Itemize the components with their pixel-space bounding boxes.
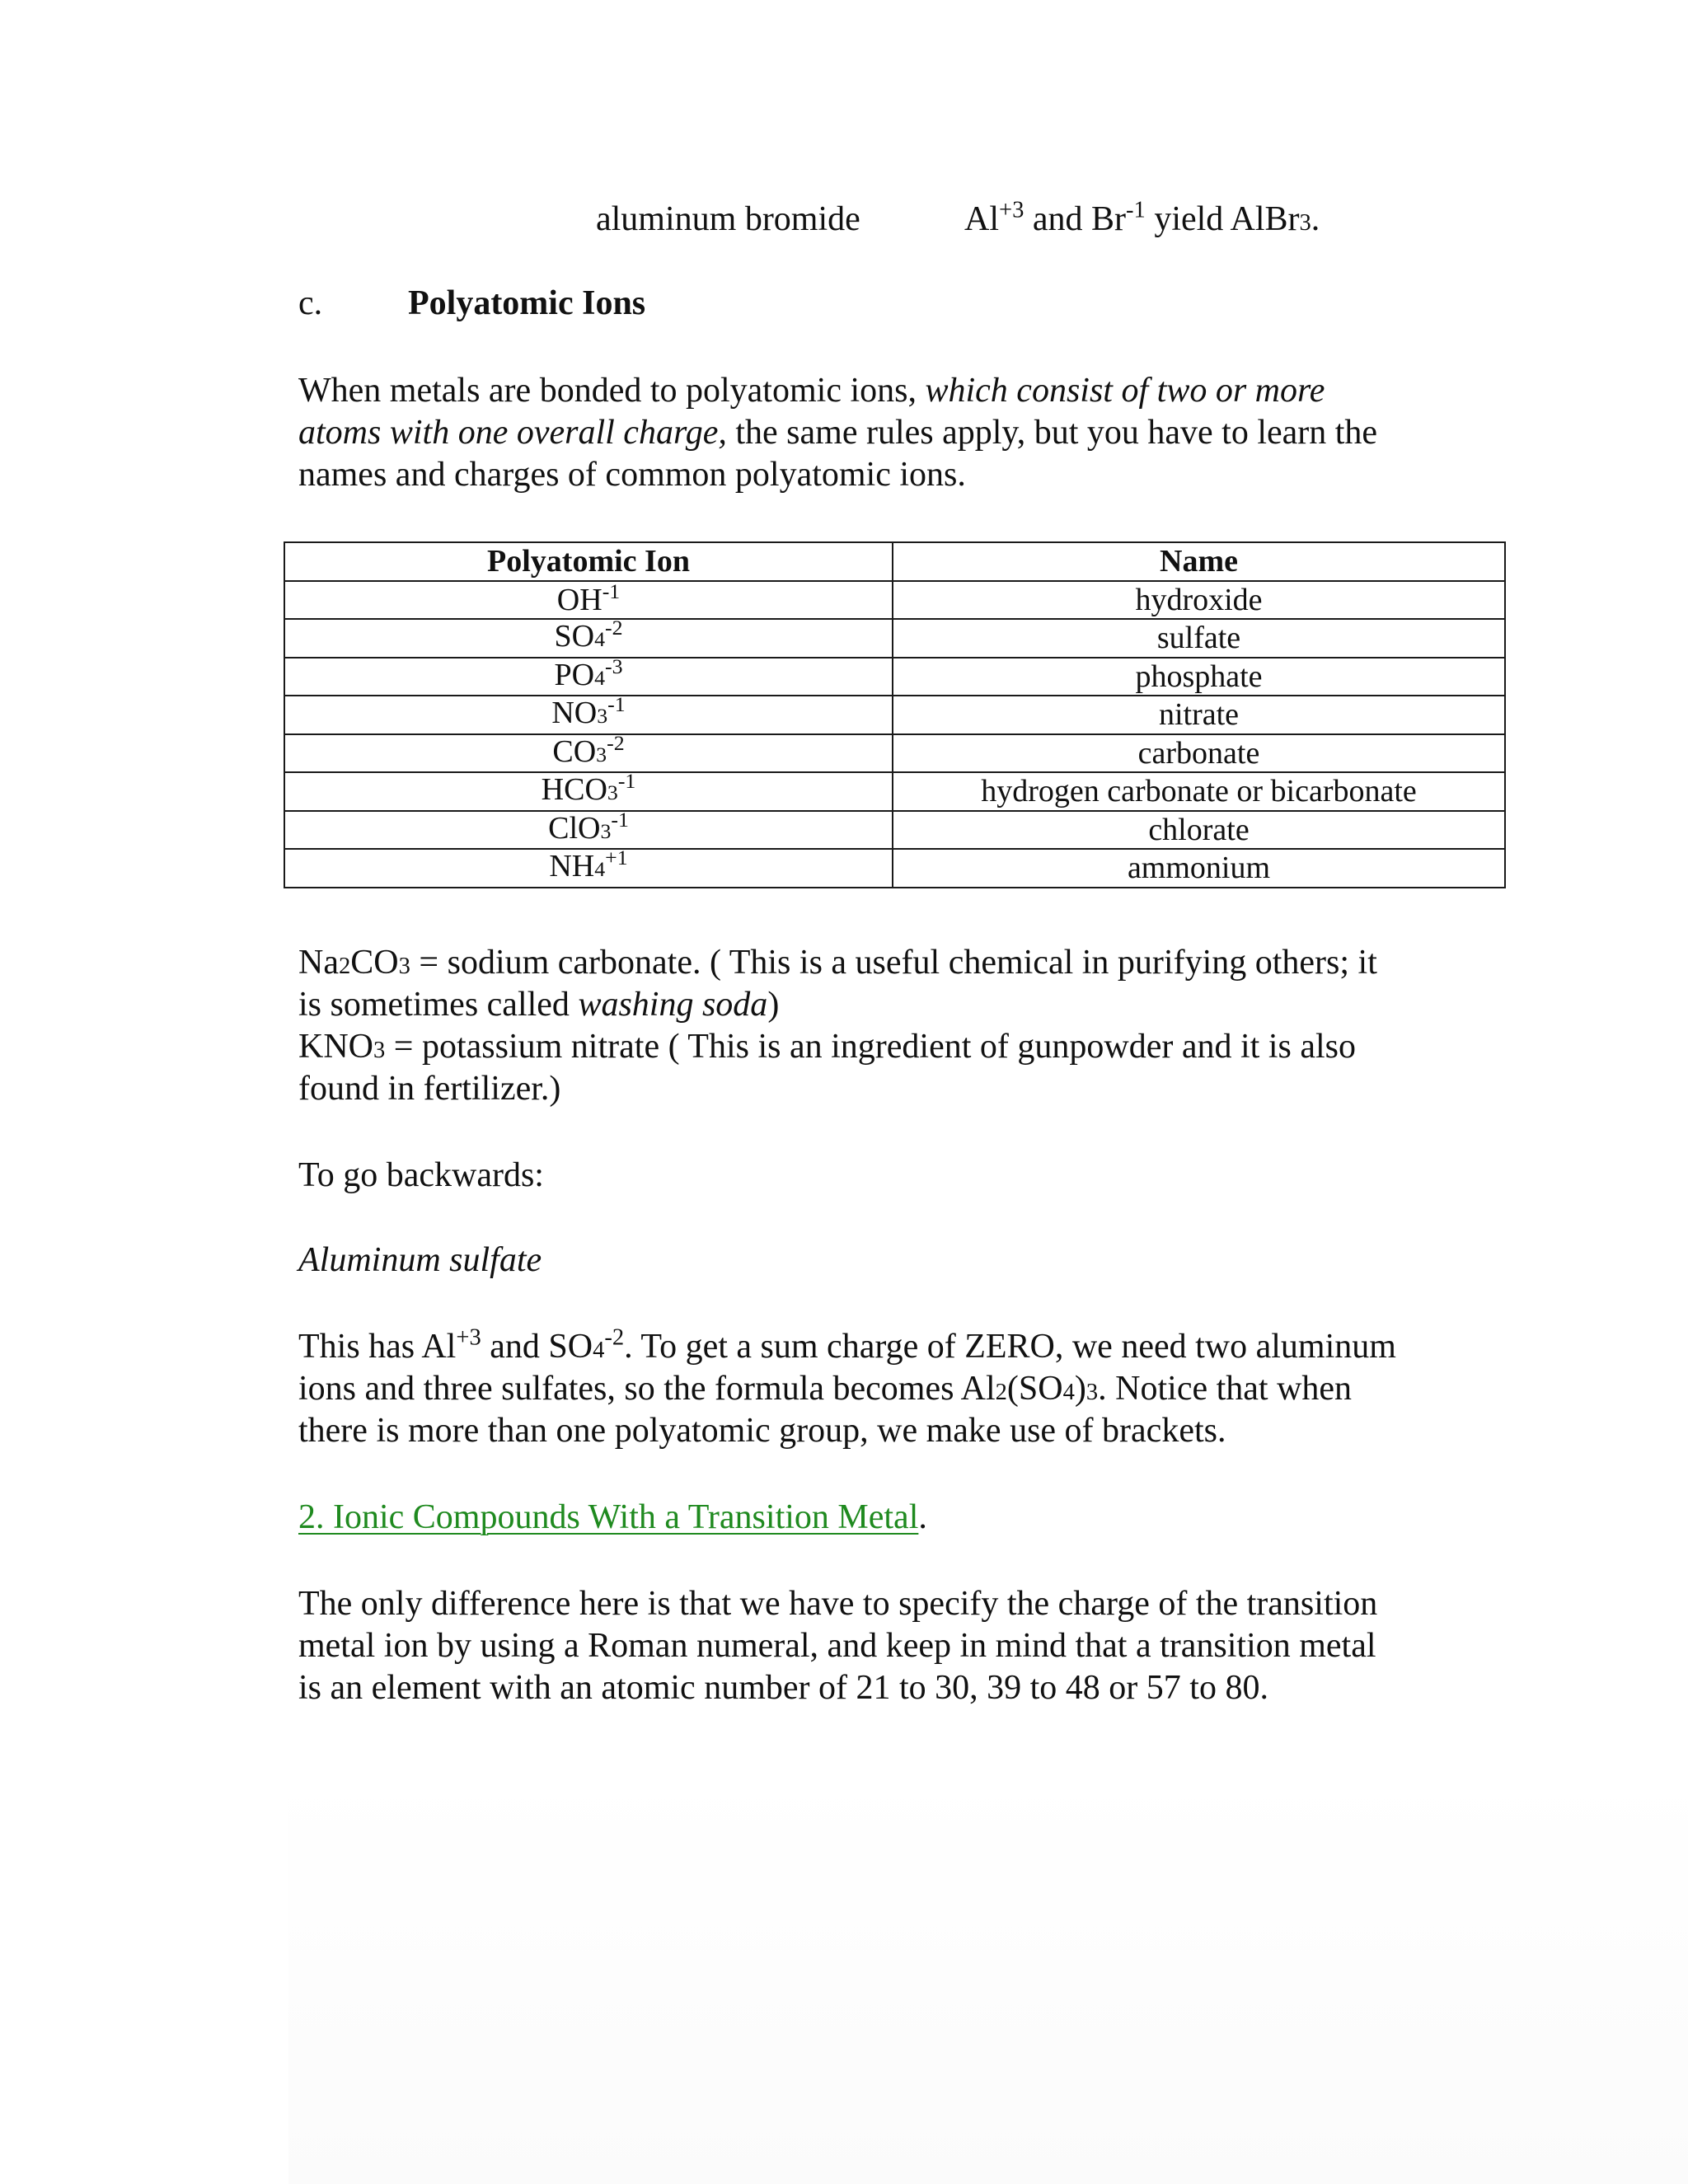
ion-name: nitrate bbox=[893, 696, 1505, 734]
ion-formula: $NH4^{+1}$ bbox=[284, 849, 893, 888]
explain-line-1: This has $Al^{+3}$ and $SO4^{-2}$. To get a sum charge of ZERO, we need two aluminum bbox=[298, 1324, 1396, 1366]
section-letter: c. bbox=[298, 284, 323, 322]
table-row bbox=[284, 581, 1505, 620]
ion-name: carbonate bbox=[893, 734, 1505, 773]
transition-line-1: The only difference here is that we have to specify the charge of the transition bbox=[298, 1585, 1378, 1623]
table-row bbox=[284, 658, 1505, 696]
table-row bbox=[284, 772, 1505, 811]
section-title: Polyatomic Ions bbox=[408, 284, 646, 322]
ion-formula: $PO4^{-3}$ bbox=[284, 658, 893, 696]
example-potassium-nitrate-2: found in fertilizer.) bbox=[298, 1070, 561, 1108]
example-sodium-carbonate: Na2CO3 = sodium carbonate. ( This is a useful chemical in purifying others; it bbox=[298, 944, 1377, 982]
section-2-heading: 2. Ionic Compounds With a Transition Metal. bbox=[298, 1498, 927, 1536]
ion-formula: $HCO3^{-1}$ bbox=[284, 772, 893, 811]
ion-formula: $NO3^{-1}$ bbox=[284, 696, 893, 734]
header-name: Name bbox=[893, 542, 1505, 581]
table-row bbox=[284, 849, 1505, 888]
backwards-label: To go backwards: bbox=[298, 1156, 544, 1194]
table-header-row bbox=[284, 542, 1505, 581]
table-row bbox=[284, 811, 1505, 850]
section-2-link[interactable]: 2. Ionic Compounds With a Transition Metal bbox=[298, 1498, 919, 1536]
ion-name: chlorate bbox=[893, 811, 1505, 850]
example-potassium-nitrate: KNO3 = potassium nitrate ( This is an ingredient of gunpowder and it is also bbox=[298, 1028, 1357, 1066]
ion-formula: $ClO3^{-1}$ bbox=[284, 811, 893, 850]
ion-formula: $SO4^{-2}$ bbox=[284, 619, 893, 658]
example-sodium-carbonate-2: is sometimes called washing soda) bbox=[298, 986, 780, 1024]
intro-line-1: When metals are bonded to polyatomic ions, which consist of two or more bbox=[298, 372, 1325, 410]
explain-line-2: ions and three sulfates, so the formula becomes Al2(SO4)3. Notice that when bbox=[298, 1370, 1353, 1408]
table-row bbox=[284, 696, 1505, 734]
page-shading bbox=[288, 1772, 1688, 2184]
table-row bbox=[284, 734, 1505, 773]
ion-name: hydroxide bbox=[893, 581, 1505, 620]
header-ion: Polyatomic Ion bbox=[284, 542, 893, 581]
transition-line-3: is an element with an atomic number of 21 to 30, 39 to 48 or 57 to 80. bbox=[298, 1669, 1268, 1707]
table-row bbox=[284, 619, 1505, 658]
explain-line-3: there is more than one polyatomic group, we make use of brackets. bbox=[298, 1412, 1226, 1450]
example-formula: $Al^{+3}$ and $Br^{-1}$ yield AlBr3. bbox=[964, 197, 1320, 238]
ion-name: hydrogen carbonate or bicarbonate bbox=[893, 772, 1505, 811]
polyatomic-ion-table bbox=[284, 541, 1506, 888]
ion-name: ammonium bbox=[893, 849, 1505, 888]
ion-formula: $OH^{-1}$ bbox=[284, 581, 893, 620]
intro-line-3: names and charges of common polyatomic ions. bbox=[298, 456, 966, 494]
ion-formula: $CO3^{-2}$ bbox=[284, 734, 893, 773]
compound-name: Aluminum sulfate bbox=[298, 1241, 542, 1279]
example-name: aluminum bromide bbox=[596, 200, 860, 238]
ion-name: sulfate bbox=[893, 619, 1505, 658]
ion-name: phosphate bbox=[893, 658, 1505, 696]
transition-line-2: metal ion by using a Roman numeral, and keep in mind that a transition metal bbox=[298, 1627, 1376, 1665]
intro-line-2: atoms with one overall charge, the same rules apply, but you have to learn the bbox=[298, 414, 1378, 452]
